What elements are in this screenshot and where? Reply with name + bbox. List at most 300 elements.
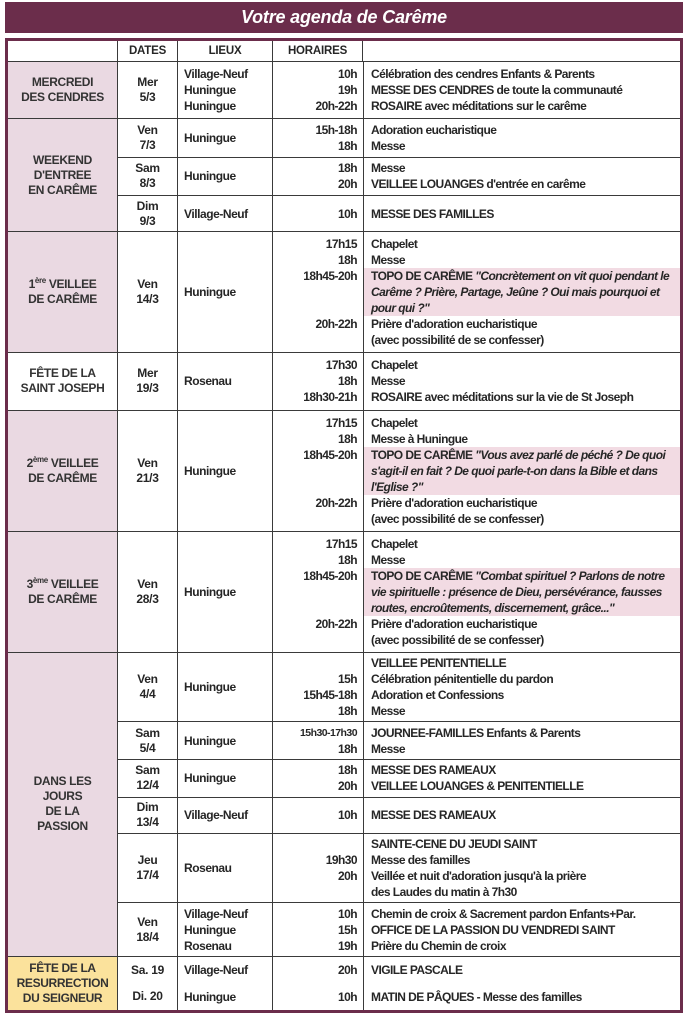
place-line: Huningue: [184, 989, 236, 1004]
times-and-descriptions: [273, 722, 680, 759]
date-cell: [118, 653, 178, 722]
event-label-line: [28, 592, 97, 607]
place-line: Rosenau: [184, 938, 232, 953]
description: Adoration eucharistique: [371, 122, 497, 137]
col-header-description: [363, 41, 680, 61]
date-line: 18/4: [136, 929, 159, 944]
schedule-entry: [273, 836, 680, 852]
event-label-text: RESURRECTION: [16, 975, 109, 990]
schedule-entry: [273, 778, 680, 794]
time: 10h: [337, 906, 357, 921]
schedule-entry: [273, 938, 680, 954]
time: 19h: [337, 83, 357, 98]
description-line: Prière d'adoration eucharistique: [371, 616, 537, 631]
place-cell: [178, 983, 273, 1010]
schedule-entry: [273, 268, 680, 316]
event-group-veillee-2: [8, 410, 680, 531]
time: 18h: [337, 161, 357, 176]
times-and-descriptions: [273, 62, 680, 118]
event-label-text: SAINT JOSEPH: [20, 381, 105, 396]
schedule-entry: [273, 989, 680, 1005]
date-cell: [118, 798, 178, 833]
event-label-text: DE CARÊME: [28, 292, 97, 307]
event-group-veillee-1: [8, 231, 680, 352]
time: [273, 836, 363, 852]
date-line: 19/3: [136, 381, 159, 396]
place-cell: [178, 196, 273, 231]
date-line: Di. 20: [132, 989, 163, 1004]
time: 10h: [337, 989, 357, 1004]
description-lead: TOPO DE CARÊME: [371, 269, 476, 284]
time: 18h: [337, 253, 357, 268]
description: [363, 495, 680, 527]
time: 19h30: [325, 852, 357, 867]
event-group-fete-resurrection: [8, 956, 680, 1010]
date-line: Sam: [135, 763, 160, 778]
schedule-row: [118, 411, 680, 531]
date-line: Sam: [135, 725, 160, 740]
schedule-row: [118, 983, 680, 1010]
date-line: Ven: [137, 914, 158, 929]
times-and-descriptions: [273, 158, 680, 195]
time: 20h: [337, 177, 357, 192]
schedule-entry: [273, 236, 680, 252]
date-line: 4/4: [139, 687, 156, 702]
description: Messe: [371, 704, 405, 719]
time: 20h: [337, 868, 357, 883]
date-line: 7/3: [139, 137, 156, 152]
description: VEILLEE PENITENTIELLE: [371, 656, 507, 671]
event-group-veillee-3: [8, 531, 680, 652]
description: MESSE DES RAMEAUX: [371, 808, 496, 823]
place-cell: [178, 232, 273, 352]
date-cell: [118, 62, 178, 118]
time: 10h: [337, 67, 357, 82]
times-and-descriptions: [273, 834, 680, 903]
col-header-dates: DATES: [118, 41, 178, 61]
time: 17h15: [325, 237, 357, 252]
description: Messe: [371, 741, 405, 756]
schedule-entry: [273, 655, 680, 671]
description: Messe: [371, 374, 405, 389]
event-label-line: [32, 75, 93, 90]
event-group-mercredi-des-cendres: [8, 62, 680, 118]
description: MATIN DE PÂQUES - Messe des familles: [371, 989, 582, 1004]
date-line: Sa. 19: [131, 962, 164, 977]
place-cell: [178, 957, 273, 984]
event-label-text: MERCREDI: [31, 75, 94, 90]
event-rows: [118, 411, 680, 531]
time: 18h: [337, 704, 357, 719]
times-and-descriptions: [273, 532, 680, 652]
place-line: Huningue: [184, 680, 236, 695]
description: ROSAIRE avec méditations sur la vie de St Joseph: [371, 390, 634, 405]
title-bar: [5, 2, 683, 33]
description-line: Prière d'adoration eucharistique: [371, 495, 537, 510]
schedule-row: [118, 532, 680, 652]
schedule-entry: [273, 415, 680, 431]
schedule-entry: [273, 357, 680, 373]
schedule-entry: [273, 906, 680, 922]
place-line: Huningue: [184, 285, 236, 300]
description: [363, 268, 680, 316]
times-and-descriptions: [273, 653, 680, 722]
time: 20h-22h: [315, 495, 357, 510]
description: SAINTE-CENE DU JEUDI SAINT: [371, 836, 537, 851]
event-label-text: DE CARÊME: [28, 591, 97, 606]
date-cell: [118, 353, 178, 409]
col-header-label: [8, 41, 118, 61]
time: 10h: [337, 808, 357, 823]
schedule-entry: [273, 922, 680, 938]
place-line: Huningue: [184, 130, 236, 145]
date-line: 5/3: [139, 90, 156, 105]
schedule-row: [118, 119, 680, 156]
event-label-text: ère: [34, 276, 46, 286]
time: 15h-18h: [315, 122, 357, 137]
event-label-text: ème: [32, 575, 48, 585]
times-and-descriptions: [273, 353, 680, 409]
time: 18h: [337, 741, 357, 756]
time: 20h: [337, 963, 357, 978]
schedule-entry: [273, 98, 680, 114]
time: 18h: [337, 431, 357, 446]
date-line: Jeu: [137, 852, 158, 867]
times-and-descriptions: [273, 196, 680, 231]
date-cell: [118, 722, 178, 759]
description-line: Veillée et nuit d'adoration jusqu'à la prière: [371, 868, 587, 883]
event-label-line: [29, 277, 97, 292]
place-cell: [178, 798, 273, 833]
description: [363, 616, 680, 648]
description: Messe à Huningue: [371, 431, 468, 446]
schedule-entry: [273, 495, 680, 527]
event-label-text: FÊTE DE LA: [29, 960, 96, 975]
date-line: 28/3: [136, 591, 159, 606]
schedule-entry: [273, 206, 680, 222]
description-lead: TOPO DE CARÊME: [371, 447, 476, 462]
event-label-text: EN CARÊME: [28, 182, 97, 197]
date-line: Ven: [137, 122, 158, 137]
event-group-weekend-entree-careme: [8, 118, 680, 231]
description: JOURNEE-FAMILLES Enfants & Parents: [371, 725, 581, 740]
place-line: Huningue: [184, 584, 236, 599]
time: [273, 655, 363, 671]
place-line: Huningue: [184, 169, 236, 184]
schedule-row: [118, 232, 680, 352]
description: Chapelet: [371, 237, 418, 252]
schedule-entry: [273, 868, 680, 900]
time: 17h15: [325, 415, 357, 430]
time: 20h-22h: [315, 317, 357, 332]
page-title: Votre agenda de Carême: [240, 7, 447, 27]
schedule-entry: [273, 725, 680, 741]
description: MESSE DES FAMILLES: [371, 206, 494, 221]
place-line: Huningue: [184, 463, 236, 478]
event-label-line: [21, 90, 104, 105]
schedule-row: [118, 902, 680, 956]
event-label: [8, 353, 118, 409]
times-and-descriptions: [273, 760, 680, 797]
time: 18h: [337, 138, 357, 153]
event-label-line: [27, 456, 99, 471]
place-cell: [178, 760, 273, 797]
time: 15h30-17h30: [300, 726, 357, 739]
time: 20h: [337, 779, 357, 794]
event-label-line: [29, 961, 96, 976]
event-label-text: DE CARÊME: [28, 470, 97, 485]
schedule-entry: [273, 762, 680, 778]
description: Messe des familles: [371, 852, 470, 867]
description: OFFICE DE LA PASSION DU VENDREDI SAINT: [371, 922, 615, 937]
description-quote: "Vous avez parlé de péché ? De quoi s'agit-il en fait ? De quoi parle-t-on dans la Bible et dans l'Eglise ?": [371, 447, 666, 494]
event-label-line: [23, 991, 103, 1006]
description: Chapelet: [371, 415, 418, 430]
schedule-entry: [273, 962, 680, 978]
schedule-entry: [273, 82, 680, 98]
schedule-entry: [273, 431, 680, 447]
time: 18h: [337, 552, 357, 567]
times-and-descriptions: [273, 957, 680, 984]
schedule-row: [118, 157, 680, 195]
place-line: Village-Neuf: [184, 67, 248, 82]
event-label-text: DE LA: [45, 804, 80, 819]
place-cell: [178, 653, 273, 722]
date-cell: [118, 411, 178, 531]
date-cell: [118, 834, 178, 903]
place-cell: [178, 62, 273, 118]
date-line: Mer: [137, 75, 158, 90]
date-cell: [118, 119, 178, 156]
schedule-entry: [273, 568, 680, 616]
event-rows: [118, 532, 680, 652]
place-cell: [178, 532, 273, 652]
date-cell: [118, 158, 178, 195]
time: 20h-22h: [315, 616, 357, 631]
event-label-line: [34, 168, 91, 183]
event-label-text: ème: [32, 454, 48, 464]
event-label-line: [17, 976, 109, 991]
time: 19h: [337, 938, 357, 953]
date-line: 5/4: [139, 740, 156, 755]
times-and-descriptions: [273, 119, 680, 156]
place-line: Village-Neuf: [184, 206, 248, 221]
schedule-entry: [273, 389, 680, 405]
time: 18h45-20h: [303, 269, 357, 284]
event-label-text: VEILLEE: [47, 576, 99, 591]
description: ROSAIRE avec méditations sur le carême: [371, 99, 587, 114]
schedule-row: [118, 653, 680, 722]
schedule-entry: [273, 616, 680, 648]
times-and-descriptions: [273, 232, 680, 352]
date-line: Dim: [136, 800, 159, 815]
time: 17h15: [325, 536, 357, 551]
event-label-text: VEILLEE: [45, 277, 97, 292]
event-label-text: WEEKEND: [33, 152, 92, 167]
date-line: Ven: [137, 576, 158, 591]
event-label-line: [27, 577, 99, 592]
place-line: Rosenau: [184, 860, 232, 875]
event-label-text: JOURS: [42, 789, 83, 804]
event-rows: [118, 232, 680, 352]
schedule-row: [118, 353, 680, 409]
schedule-entry: [273, 741, 680, 757]
schedule-entry: [273, 316, 680, 348]
date-line: Sam: [135, 161, 160, 176]
place-line: Huningue: [184, 733, 236, 748]
place-line: Village-Neuf: [184, 906, 248, 921]
schedule-entry: [273, 373, 680, 389]
schedule-row: [118, 797, 680, 833]
event-label-text: 1: [28, 277, 35, 292]
date-cell: [118, 532, 178, 652]
date-cell: [118, 957, 178, 984]
event-label-line: [28, 292, 97, 307]
event-group-jours-de-la-passion: [8, 652, 680, 956]
date-line: Ven: [137, 277, 158, 292]
event-label-line: [43, 789, 83, 804]
time: 15h45-18h: [303, 688, 357, 703]
description: VEILLEE LOUANGES d'entrée en carême: [371, 177, 586, 192]
date-cell: [118, 196, 178, 231]
date-line: 14/3: [136, 292, 159, 307]
time: 15h: [337, 672, 357, 687]
schedule-row: [118, 833, 680, 903]
event-label: [8, 957, 118, 1010]
event-group-fete-saint-joseph: [8, 352, 680, 409]
place-line: Huningue: [184, 771, 236, 786]
description: Messe: [371, 138, 405, 153]
schedule-entry: [273, 160, 680, 176]
schedule-entry: [273, 122, 680, 138]
description-quote: "Combat spirituel ? Parlons de notre vie spirituelle : présence de Dieu, persévérance, fausses routes, encroûtements, discernement, grâce...": [371, 568, 665, 615]
date-line: 17/4: [136, 867, 159, 882]
description: [363, 447, 680, 495]
description-line: (avec possibilité de se confesser): [371, 333, 544, 348]
event-label-text: PASSION: [37, 819, 88, 834]
date-line: 12/4: [136, 778, 159, 793]
event-label-text: FÊTE DE LA: [29, 366, 96, 381]
date-line: 8/3: [139, 176, 156, 191]
schedule-entry: [273, 852, 680, 868]
event-rows: [118, 353, 680, 409]
date-cell: [118, 983, 178, 1010]
date-line: 9/3: [139, 213, 156, 228]
schedule-entry: [273, 138, 680, 154]
event-label-line: [34, 774, 92, 789]
schedule-entry: [273, 687, 680, 703]
event-label: [8, 653, 118, 956]
description-line: des Laudes du matin à 7h30: [371, 884, 517, 899]
description: Chapelet: [371, 536, 418, 551]
schedule-row: [118, 195, 680, 231]
schedule-row: [118, 721, 680, 759]
event-label-line: [28, 183, 97, 198]
date-cell: [118, 903, 178, 956]
event-rows: [118, 957, 680, 1010]
description: MESSE DES RAMEAUX: [371, 763, 496, 778]
date-line: Dim: [136, 198, 159, 213]
date-line: Ven: [137, 672, 158, 687]
times-and-descriptions: [273, 903, 680, 956]
schedule-entry: [273, 552, 680, 568]
event-label-text: DANS LES: [33, 774, 92, 789]
description-quote: "Concrètement on vit quoi pendant le Carême ? Prière, Partage, Jeûne ? Oui mais pourquoi et pour qui ?": [371, 269, 670, 316]
times-and-descriptions: [273, 411, 680, 531]
event-label-line: [37, 819, 88, 834]
times-and-descriptions: [273, 983, 680, 1010]
agenda-table: [5, 38, 683, 1013]
place-line: Rosenau: [184, 374, 232, 389]
time: 18h45-20h: [303, 447, 357, 462]
place-line: Village-Neuf: [184, 808, 248, 823]
time: 18h: [337, 374, 357, 389]
schedule-row: [118, 759, 680, 797]
event-label: [8, 119, 118, 231]
header-row: [8, 41, 680, 62]
description: VEILLEE LOUANGES & PENITENTIELLE: [371, 779, 584, 794]
times-and-descriptions: [273, 798, 680, 833]
description: VIGILE PASCALE: [371, 963, 463, 978]
date-line: Mer: [137, 366, 158, 381]
time: 18h: [337, 763, 357, 778]
event-rows: [118, 653, 680, 956]
description: Prière du Chemin de croix: [371, 938, 506, 953]
event-label: [8, 532, 118, 652]
event-label-text: 3: [26, 576, 33, 591]
description: [363, 868, 680, 900]
date-cell: [118, 232, 178, 352]
schedule-entry: [273, 66, 680, 82]
date-line: 21/3: [136, 470, 159, 485]
event-label-line: [28, 471, 97, 486]
event-label-text: DU SEIGNEUR: [22, 990, 103, 1005]
event-label-line: [33, 153, 92, 168]
schedule-entry: [273, 447, 680, 495]
description: [363, 316, 680, 348]
time: 17h30: [325, 358, 357, 373]
date-cell: [118, 760, 178, 797]
schedule-entry: [273, 671, 680, 687]
event-label: [8, 411, 118, 531]
place-cell: [178, 119, 273, 156]
time: 18h45-20h: [303, 568, 357, 583]
description: [363, 568, 680, 616]
description: Messe: [371, 253, 405, 268]
col-header-lieux: LIEUX: [178, 41, 273, 61]
schedule-row: [118, 62, 680, 118]
description: Célébration pénitentielle du pardon: [371, 672, 554, 687]
place-cell: [178, 353, 273, 409]
description-line: (avec possibilité de se confesser): [371, 632, 544, 647]
description: Chemin de croix & Sacrement pardon Enfants+Par.: [371, 906, 636, 921]
event-label: [8, 232, 118, 352]
time: 10h: [337, 206, 357, 221]
event-label-line: [29, 366, 96, 381]
schedule-row: [118, 957, 680, 984]
description: MESSE DES CENDRES de toute la communauté: [371, 83, 623, 98]
place-cell: [178, 158, 273, 195]
place-cell: [178, 411, 273, 531]
time: 20h-22h: [315, 99, 357, 114]
place-line: Village-Neuf: [184, 963, 248, 978]
place-line: Huningue: [184, 922, 236, 937]
event-label-line: [21, 381, 105, 396]
event-rows: [118, 62, 680, 118]
event-label-text: D'ENTREE: [33, 167, 92, 182]
schedule-entry: [273, 252, 680, 268]
schedule-entry: [273, 536, 680, 552]
